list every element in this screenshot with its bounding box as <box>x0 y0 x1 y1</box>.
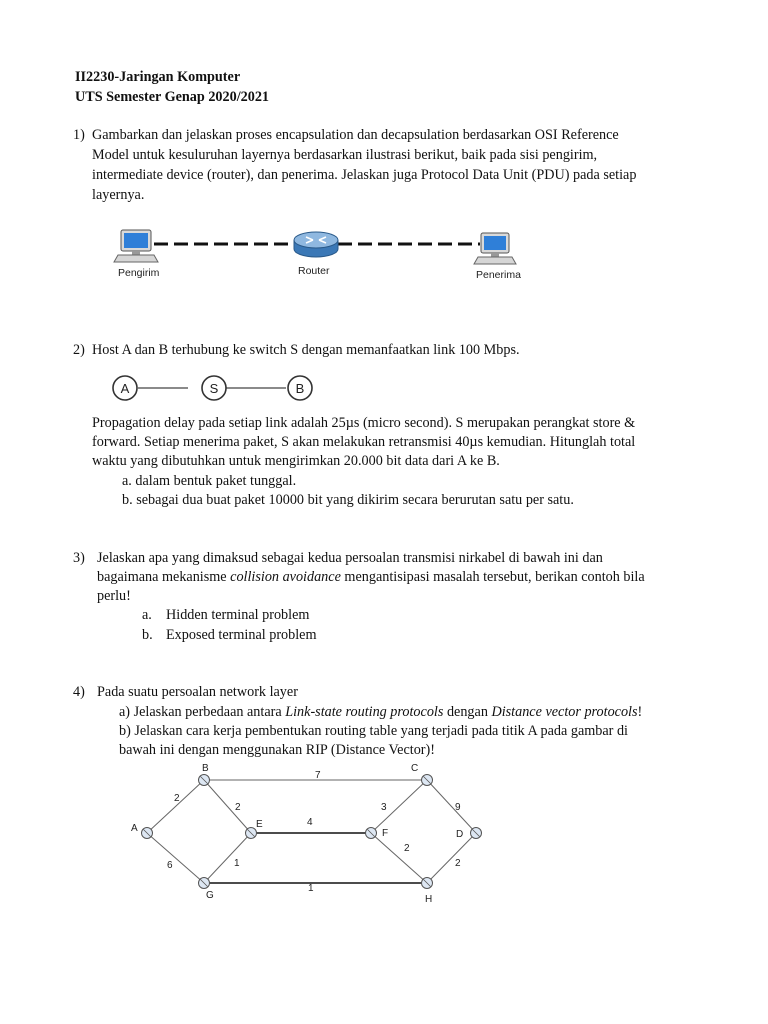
edge-a-b <box>147 780 204 833</box>
weight-f-h: 2 <box>404 843 410 854</box>
graph-node-e <box>246 819 264 839</box>
q3-item-b-marker: b. <box>142 627 153 643</box>
weight-c-d: 9 <box>455 802 461 813</box>
q3-line-3: perlu! <box>97 588 131 604</box>
svg-text:S: S <box>209 381 219 396</box>
q2-intro: Host A dan B terhubung ke switch S dengan memanfaatkan link 100 Mbps. <box>92 342 520 358</box>
weight-b-e: 2 <box>235 802 241 813</box>
svg-text:G: G <box>206 890 214 901</box>
svg-text:A: A <box>120 381 130 396</box>
q2-line-2: forward. Setiap menerima paket, S akan melakukan retransmisi 40µs kemudian. Hitunglah total <box>92 434 636 450</box>
edge-f-h <box>371 833 427 883</box>
weight-e-g: 1 <box>234 858 240 869</box>
svg-text:F: F <box>382 828 389 839</box>
edge-d-h <box>427 833 476 883</box>
q4-part-b-line-1: b) Jelaskan cara kerja pembentukan routing table yang terjadi pada titik A pada gambar di <box>119 723 628 739</box>
q1-line-4: layernya. <box>92 187 145 203</box>
q3-item-b: Exposed terminal problem <box>166 627 317 643</box>
q3-number: 3) <box>73 550 85 566</box>
q1-line-3: intermediate device (router), dan penerima. Jelaskan juga Protocol Data Unit (PDU) pada setiap <box>92 167 637 183</box>
edge-c-f <box>371 780 427 833</box>
svg-text:E: E <box>256 819 263 830</box>
q2-option-a: a. dalam bentuk paket tunggal. <box>122 473 297 489</box>
weight-a-g: 6 <box>167 860 173 871</box>
svg-text:D: D <box>456 829 464 840</box>
edge-e-g <box>204 833 251 883</box>
weight-a-b: 2 <box>174 793 180 804</box>
svg-text:B: B <box>202 763 209 774</box>
q4-part-b-line-2: bawah ini dengan menggunakan RIP (Distance Vector)! <box>119 742 435 758</box>
edge-b-e <box>204 780 251 833</box>
sender-label: Pengirim <box>118 267 160 279</box>
q2-number: 2) <box>73 342 85 358</box>
graph-node-a <box>131 823 153 839</box>
q1-line-1: Gambarkan dan jelaskan proses encapsulation dan decapsulation berdasarkan OSI Reference <box>92 127 619 143</box>
q3-item-a-marker: a. <box>142 607 152 623</box>
q4-number: 4) <box>73 684 85 700</box>
weight-e-f: 4 <box>307 817 313 828</box>
svg-text:A: A <box>131 823 138 834</box>
graph-node-d <box>456 828 482 841</box>
q1-number: 1) <box>73 127 85 143</box>
graph-node-f <box>366 828 389 840</box>
q3-item-a: Hidden terminal problem <box>166 607 310 623</box>
edge-c-d <box>427 780 476 833</box>
q4-intro: Pada suatu persoalan network layer <box>97 684 298 700</box>
svg-text:B: B <box>295 381 305 396</box>
q2-line-3: waktu yang dibutuhkan untuk mengirimkan 20.000 bit data dari A ke B. <box>92 453 500 469</box>
weight-d-h: 2 <box>455 858 461 869</box>
router-label: Router <box>298 265 330 277</box>
graph-node-b <box>199 763 210 786</box>
q2-option-b: b. sebagai dua buat paket 10000 bit yang dikirim secara berurutan satu per satu. <box>122 492 574 508</box>
svg-text:H: H <box>425 894 433 905</box>
q3-line-1: Jelaskan apa yang dimaksud sebagai kedua persoalan transmisi nirkabel di bawah ini dan <box>97 550 603 566</box>
q3-line-2: bagaimana mekanisme collision avoidance mengantisipasi masalah tersebut, berikan contoh bila <box>97 569 645 585</box>
q2-line-1: Propagation delay pada setiap link adalah 25µs (micro second). S merupakan perangkat store & <box>92 415 636 431</box>
svg-text:C: C <box>411 763 419 774</box>
edge-a-g <box>147 833 204 883</box>
q1-line-2: Model untuk kesuluruhan layernya berdasarkan ilustrasi berikut, baik pada sisi pengirim, <box>92 147 598 163</box>
course-title: II2230-Jaringan Komputer <box>75 69 241 85</box>
weight-g-h: 1 <box>308 883 314 894</box>
exam-title: UTS Semester Genap 2020/2021 <box>75 89 270 105</box>
q4-part-a: a) Jelaskan perbedaan antara Link-state routing protocols dengan Distance vector protocols! <box>119 704 643 720</box>
graph-node-c <box>411 763 433 786</box>
receiver-label: Penerima <box>476 269 521 281</box>
collision-avoidance-term: collision avoidance <box>230 569 341 585</box>
weight-b-c: 7 <box>315 770 321 781</box>
graph-node-g <box>199 878 215 902</box>
graph-node-h <box>422 878 433 906</box>
weight-c-f: 3 <box>381 802 387 813</box>
